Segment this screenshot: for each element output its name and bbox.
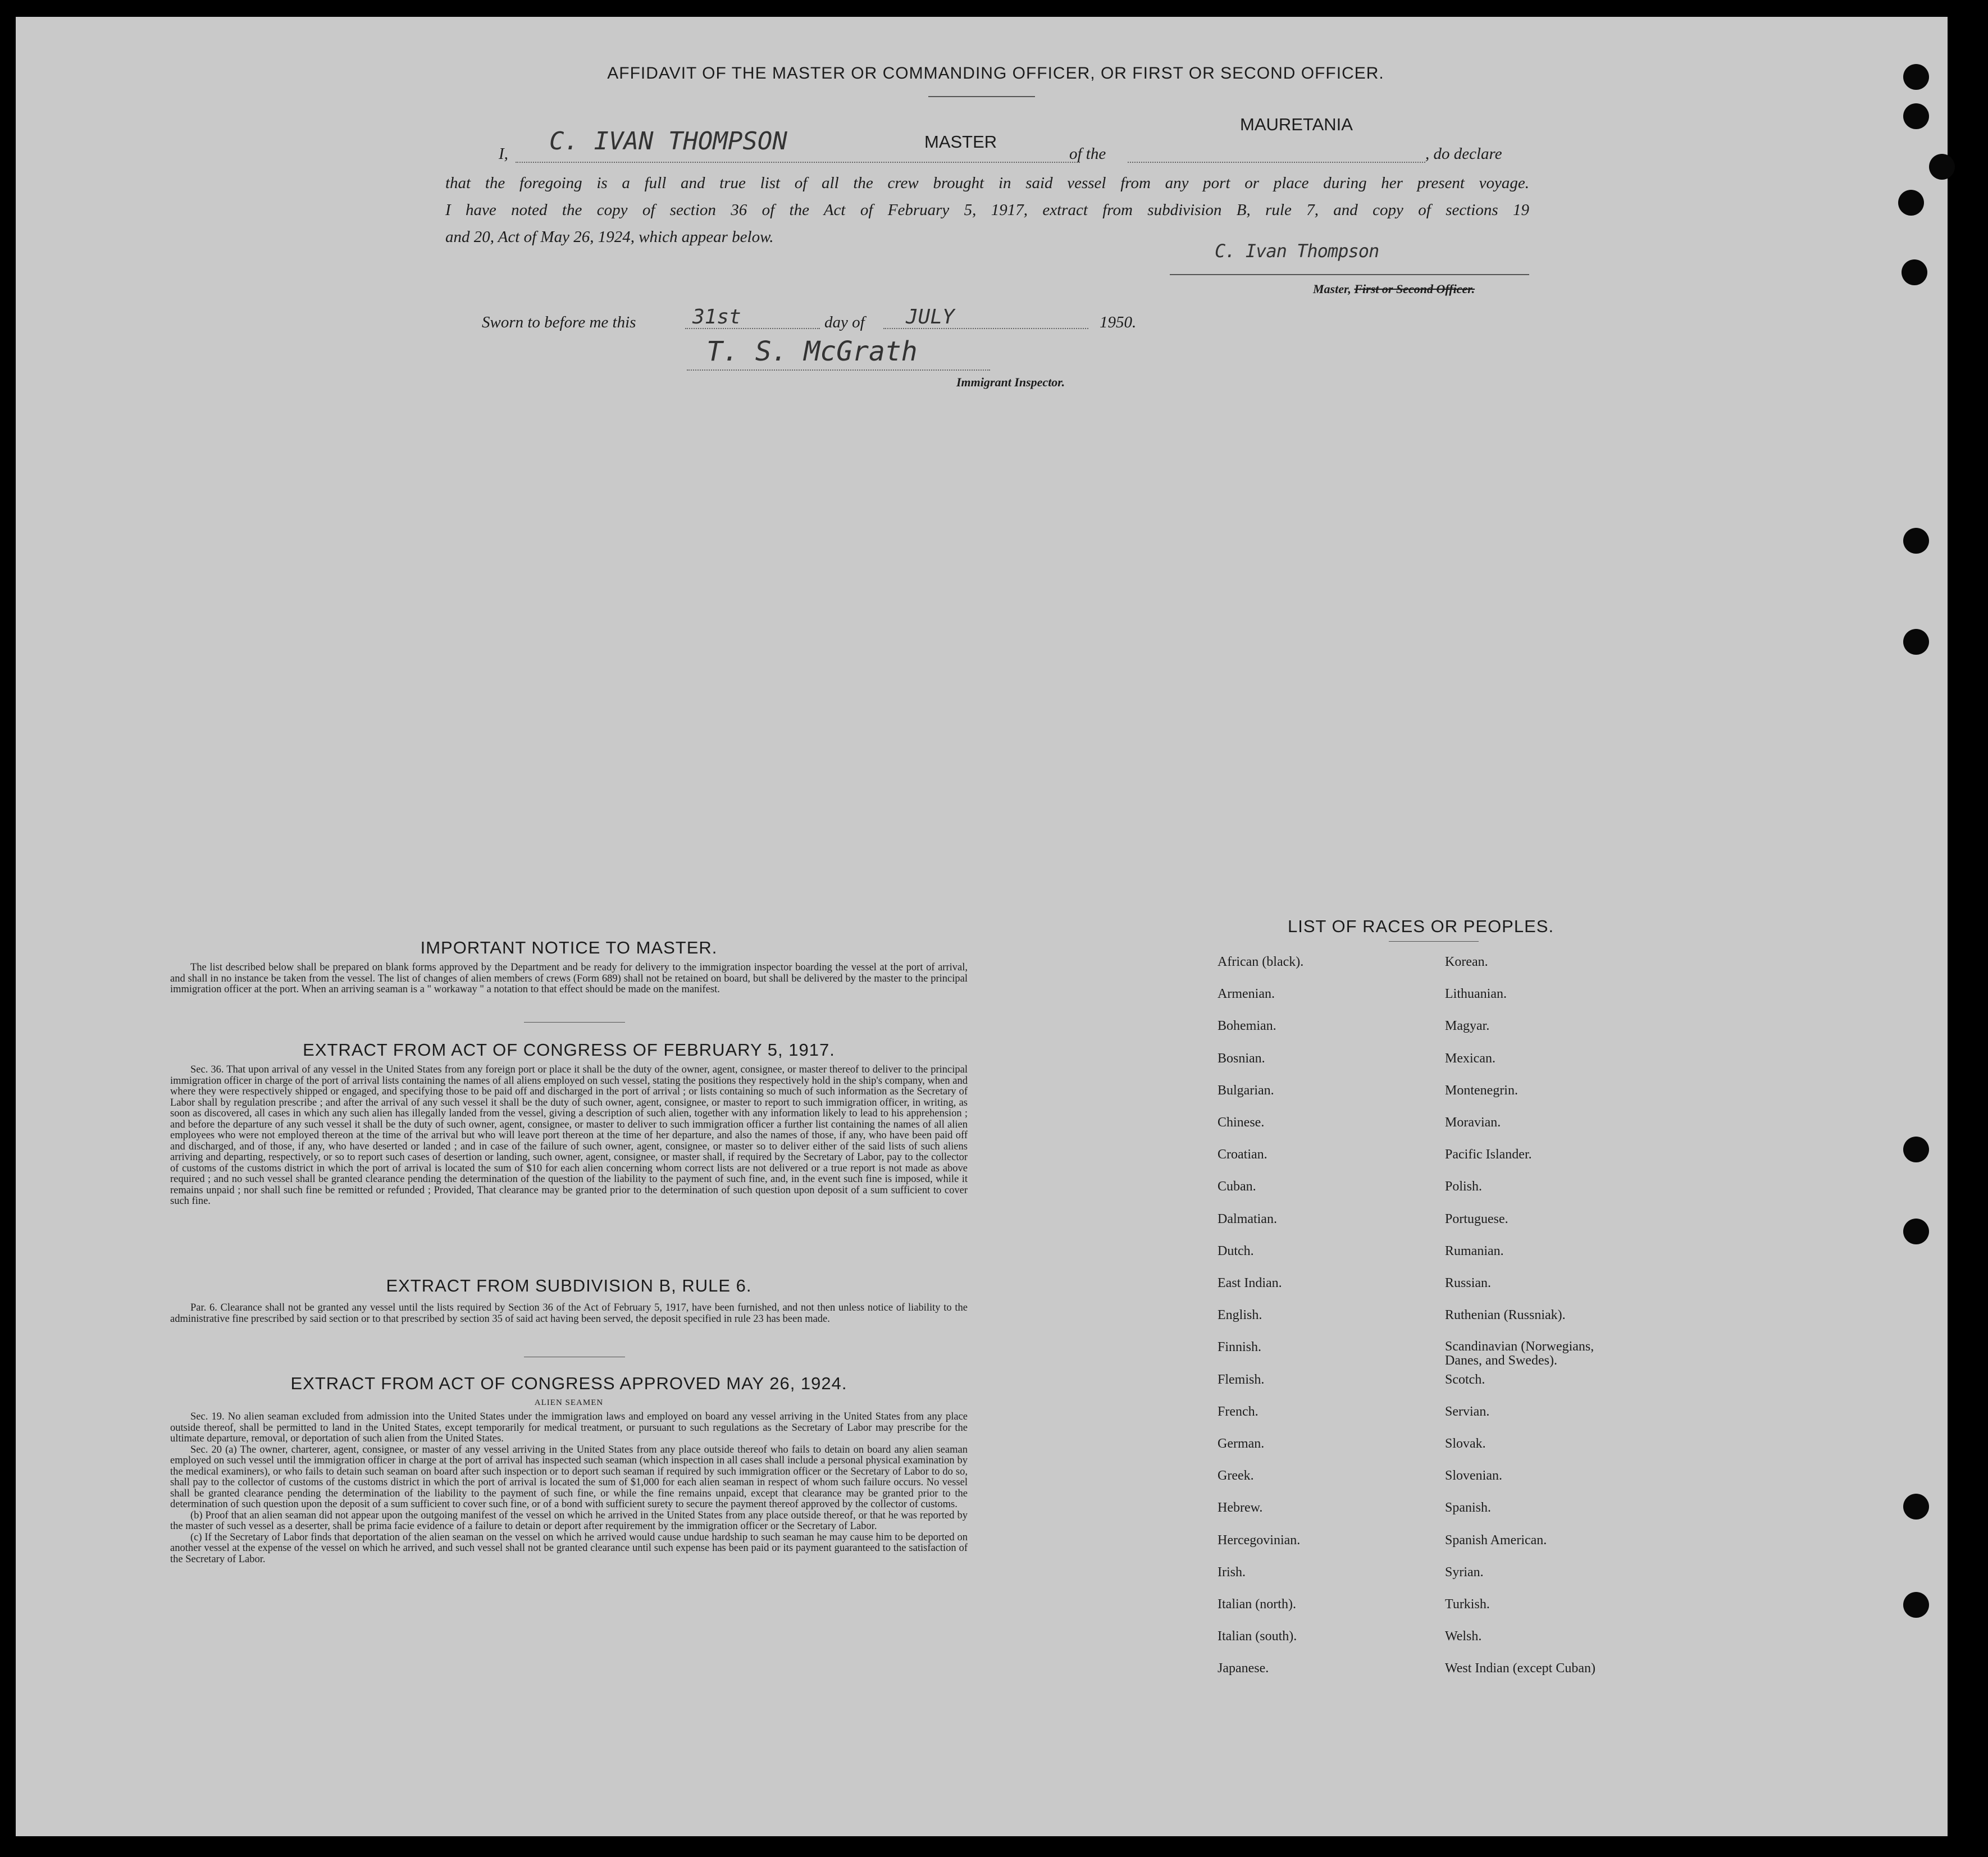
signature-title bbox=[1313, 282, 1475, 296]
document-page bbox=[16, 17, 1948, 1836]
notice-divider bbox=[524, 1022, 625, 1023]
race-item: Welsh. bbox=[1445, 1629, 1482, 1644]
notice-paragraph: The list described below shall be prepared on blank forms approved by the Department and be ready for delivery to the immigration inspector boarding the vessel at the port of arrival, and shall in no instance be taken from the vessel. The list of changes of alien members of crews (Form 689) shall not be retained on board, but shall be delivered by the master to the principal immigration officer at the port. When an arriving seaman is a " workaway " a notation to that effect should be made on the manifest. bbox=[170, 962, 968, 995]
section-36-text: Sec. 36. That upon arrival of any vessel in the United States from any foreign port or place it shall be the duty of the owner, agent, consignee, or master thereof to deliver to the principal immigration officer in charge of the port of arrival lists containing the names of all aliens employed on such vessel, stating the positions they respectively hold in the ship's company, when and where they were respectively shipped or engaged, and specifying those to be paid off and discharged in the port of arrival ; or lists containing so much of such information as the Secretary of Labor shall by regulation prescribe ; and after the arrival of any such vessel it shall be the duty of such owner, agent, consignee, or master to report to such immigration officer, in writing, as soon as discovered, all cases in which any such alien has illegally landed from the vessel, giving a description of such alien, together with any information likely to lead to his apprehension ; and before the departure of any such vessel it shall be the duty of such owner, agent, consignee, or master to deliver to such immigration officer a further list containing the names of all alien employees who were not employed thereon at the time of the arrival but who will leave port thereon at the time of her departure, and also the names of those, if any, who have been paid off and discharged, and of those, if any, who have deserted or landed ; and in case of the failure of such owner, agent, consignee, or master so to deliver either of the said lists of such aliens arriving and departing, respectively, or so to report such cases of desertion or landing, such owner, agent, consignee, or master shall, if required by the Secretary of Labor, pay to the collector of customs of the customs district in which the port of arrival is located the sum of $10 for each alien concerning whom correct lists are not delivered or a true report is not made as above required ; and no such vessel shall be granted clearance pending the determination of the question of the liability to the payment of such fine, and, in the event such fine is imposed, while it remains unpaid ; nor shall such fine be remitted or refunded ; Provided, That clearance may be granted prior to the determination of such question upon deposit of a sum sufficient to cover such fine. bbox=[170, 1064, 968, 1207]
race-item: Armenian. bbox=[1218, 987, 1275, 1002]
race-item: Polish. bbox=[1445, 1179, 1483, 1194]
paragraph-6-text: Par. 6. Clearance shall not be granted any vessel until the lists required by Section 36 of the Act of February 5, 1917, have been furnished, and not then unless notice of liability to the administrative fine prescribed by said section or to that prescribed by section 35 of said act having been served, the deposit specified in rule 23 has been made. bbox=[170, 1302, 968, 1325]
race-item: Japanese. bbox=[1218, 1661, 1269, 1676]
race-item: Bulgarian. bbox=[1218, 1083, 1274, 1098]
extract3-title: EXTRACT FROM ACT OF CONGRESS APPROVED MAY 26, 1924. bbox=[290, 1374, 847, 1393]
race-item: Chinese. bbox=[1218, 1115, 1265, 1130]
month-underline bbox=[883, 328, 1088, 329]
race-item: Rumanian. bbox=[1445, 1243, 1504, 1258]
punch-hole bbox=[1903, 629, 1929, 655]
races-divider bbox=[1389, 941, 1479, 942]
master-name: C. IVAN THOMPSON bbox=[549, 127, 787, 156]
affidavit-intro: I, bbox=[499, 145, 508, 163]
race-item: Italian (north). bbox=[1218, 1597, 1296, 1612]
sworn-month: JULY bbox=[906, 305, 955, 328]
section-19-text: Sec. 19. No alien seaman excluded from admission into the United States under the immigration laws and employed on board any vessel arriving in the United States from any place outside thereof, shall be permitted to land in the United States, except temporarily for medical treatment, or pursuant to such regulations as the Secretary of Labor may prescribe for the ultimate departure, removal, or deportation of such alien from the United States. bbox=[170, 1411, 968, 1444]
notice-title: IMPORTANT NOTICE TO MASTER. bbox=[420, 938, 718, 957]
race-item: Slovak. bbox=[1445, 1436, 1486, 1451]
punch-hole bbox=[1903, 103, 1929, 129]
affidavit-heading: AFFIDAVIT OF THE MASTER OR COMMANDING OFFICER, OR FIRST OR SECOND OFFICER. bbox=[607, 64, 1384, 83]
sworn-prefix: Sworn to before me this bbox=[482, 313, 636, 331]
day-of-label: day of bbox=[824, 313, 865, 331]
section-20a-text: Sec. 20 (a) The owner, charterer, agent, consignee, or master of any vessel arriving in the United States from any place outside thereof who fails to detain on board any alien seaman employed on such vessel until the immigration officer in charge at the port of arrival has inspected such seaman (which inspection in all cases shall include a personal physical examination by the medical examiners), or who fails to detain such seaman on board after such inspection or to deport such seaman if required by such immigration officer or the Secretary of Labor to do so, shall pay to the collector of customs of the customs district in which the port of arrival is located the sum of $1,000 for each alien seaman in respect of whom such failure occurs. No vessel shall be granted clearance pending the determination of the liability to the payment of such fine, or while the fine remains unpaid, except that clearance may be granted prior to the determination of such question upon the deposit of a sum sufficient to cover such fine, or of a bond with sufficient surety to secure the payment thereof approved by the collector of customs. bbox=[170, 1444, 968, 1510]
race-item: Flemish. bbox=[1218, 1372, 1265, 1387]
affidavit-line-3: I have noted the copy of section 36 of the Act of February 5, 1917, extract from subdivision B, rule 7, and copy of sections 19 bbox=[445, 201, 1529, 219]
race-item: Syrian. bbox=[1445, 1564, 1484, 1580]
punch-hole bbox=[1929, 154, 1955, 180]
inspector-signature: T. S. McGrath bbox=[706, 336, 918, 367]
race-item: Ruthenian (Russniak). bbox=[1445, 1308, 1566, 1323]
name-underline bbox=[516, 162, 1080, 163]
race-item: Croatian. bbox=[1218, 1147, 1267, 1162]
master-signature: C. Ivan Thompson bbox=[1215, 240, 1379, 262]
race-item: Turkish. bbox=[1445, 1597, 1490, 1612]
punch-hole bbox=[1903, 528, 1929, 554]
race-item: Italian (south). bbox=[1218, 1629, 1297, 1644]
race-item: Scotch. bbox=[1445, 1372, 1485, 1387]
race-item: Portuguese. bbox=[1445, 1211, 1508, 1226]
inspector-title: Immigrant Inspector. bbox=[956, 375, 1065, 389]
race-item: East Indian. bbox=[1218, 1276, 1282, 1290]
race-item: Dutch. bbox=[1218, 1243, 1254, 1258]
race-item: Spanish. bbox=[1445, 1500, 1492, 1516]
title-master: Master, bbox=[1313, 282, 1351, 296]
race-item: Greek. bbox=[1218, 1468, 1254, 1484]
race-item: Hebrew. bbox=[1218, 1500, 1263, 1516]
race-item: Finnish. bbox=[1218, 1340, 1262, 1355]
race-item: German. bbox=[1218, 1436, 1265, 1451]
declare-label: , do declare bbox=[1425, 145, 1502, 163]
extract1-title: EXTRACT FROM ACT OF CONGRESS OF FEBRUARY 5, 1917. bbox=[303, 1040, 835, 1060]
section-20b-text: (b) Proof that an alien seaman did not appear upon the outgoing manifest of the vessel on which he arrived in the United States from any place outside thereof, or that he was reported by the master of such vessel as a deserter, shall be prima facie evidence of a failure to detain or deport after requirement by the immigration officer or the Secretary of Labor. bbox=[170, 1509, 968, 1532]
section-20c-text: (c) If the Secretary of Labor finds that deportation of the alien seaman on the vessel on which he arrived would cause undue hardship to such seaman he may cause him to be deported on another vessel at the expense of the vessel on which he arrived, and such vessel shall not be granted clearance until such expense has been paid or its payment guaranteed to the satisfaction of the Secretary of Labor. bbox=[170, 1531, 968, 1565]
punch-hole bbox=[1903, 1219, 1929, 1244]
sworn-year: 1950. bbox=[1100, 313, 1137, 331]
alien-seamen-subtitle: ALIEN SEAMEN bbox=[534, 1398, 604, 1407]
race-item: Magyar. bbox=[1445, 1019, 1490, 1034]
of-the-label: of the bbox=[1069, 145, 1106, 163]
races-title: LIST OF RACES OR PEOPLES. bbox=[1288, 916, 1554, 936]
race-item: Hercegovinian. bbox=[1218, 1532, 1301, 1548]
race-item: Moravian. bbox=[1445, 1115, 1501, 1130]
sworn-day: 31st bbox=[692, 305, 741, 328]
punch-hole bbox=[1903, 1494, 1929, 1520]
extract3-body bbox=[170, 1412, 968, 1565]
vessel-name: MAURETANIA bbox=[1240, 115, 1353, 134]
punch-hole bbox=[1903, 64, 1929, 90]
race-item: Irish. bbox=[1218, 1564, 1246, 1580]
race-item: Montenegrin. bbox=[1445, 1083, 1518, 1098]
race-item: Russian. bbox=[1445, 1276, 1492, 1290]
race-item: French. bbox=[1218, 1404, 1259, 1419]
race-item: Korean. bbox=[1445, 955, 1488, 969]
inspector-underline bbox=[687, 369, 990, 371]
punch-hole bbox=[1902, 259, 1927, 285]
race-item: Slovenian. bbox=[1445, 1468, 1502, 1484]
notice-body bbox=[170, 962, 968, 996]
day-underline bbox=[685, 328, 820, 329]
race-item: Bosnian. bbox=[1218, 1051, 1265, 1066]
affidavit-line-2: that the foregoing is a full and true list of all the crew brought in said vessel from any port or place during her present voyage. bbox=[445, 174, 1529, 192]
heading-divider bbox=[928, 96, 1035, 97]
race-item: Servian. bbox=[1445, 1404, 1490, 1419]
race-item: Mexican. bbox=[1445, 1051, 1495, 1066]
extract2-body bbox=[170, 1303, 968, 1325]
race-item: English. bbox=[1218, 1308, 1262, 1323]
race-item: African (black). bbox=[1218, 955, 1304, 969]
punch-hole bbox=[1903, 1592, 1929, 1618]
vessel-underline bbox=[1128, 162, 1425, 163]
race-item: Cuban. bbox=[1218, 1179, 1256, 1194]
master-rank: MASTER bbox=[924, 132, 997, 152]
race-item: West Indian (except Cuban) bbox=[1445, 1661, 1595, 1676]
punch-hole bbox=[1898, 190, 1924, 216]
race-item: Lithuanian. bbox=[1445, 987, 1507, 1002]
race-item: Pacific Islander. bbox=[1445, 1147, 1532, 1162]
race-item: Scandinavian (Norwegians, Danes, and Swedes). bbox=[1445, 1339, 1594, 1368]
signature-line bbox=[1170, 274, 1529, 275]
race-item: Spanish American. bbox=[1445, 1532, 1547, 1548]
punch-hole bbox=[1903, 1137, 1929, 1162]
extract2-title: EXTRACT FROM SUBDIVISION B, RULE 6. bbox=[386, 1276, 752, 1295]
affidavit-line-4: and 20, Act of May 26, 1924, which appear below. bbox=[445, 228, 774, 246]
extract1-body bbox=[170, 1065, 968, 1207]
title-struck: First or Second Officer. bbox=[1354, 282, 1475, 296]
race-item: Bohemian. bbox=[1218, 1019, 1276, 1034]
race-item: Dalmatian. bbox=[1218, 1211, 1277, 1226]
